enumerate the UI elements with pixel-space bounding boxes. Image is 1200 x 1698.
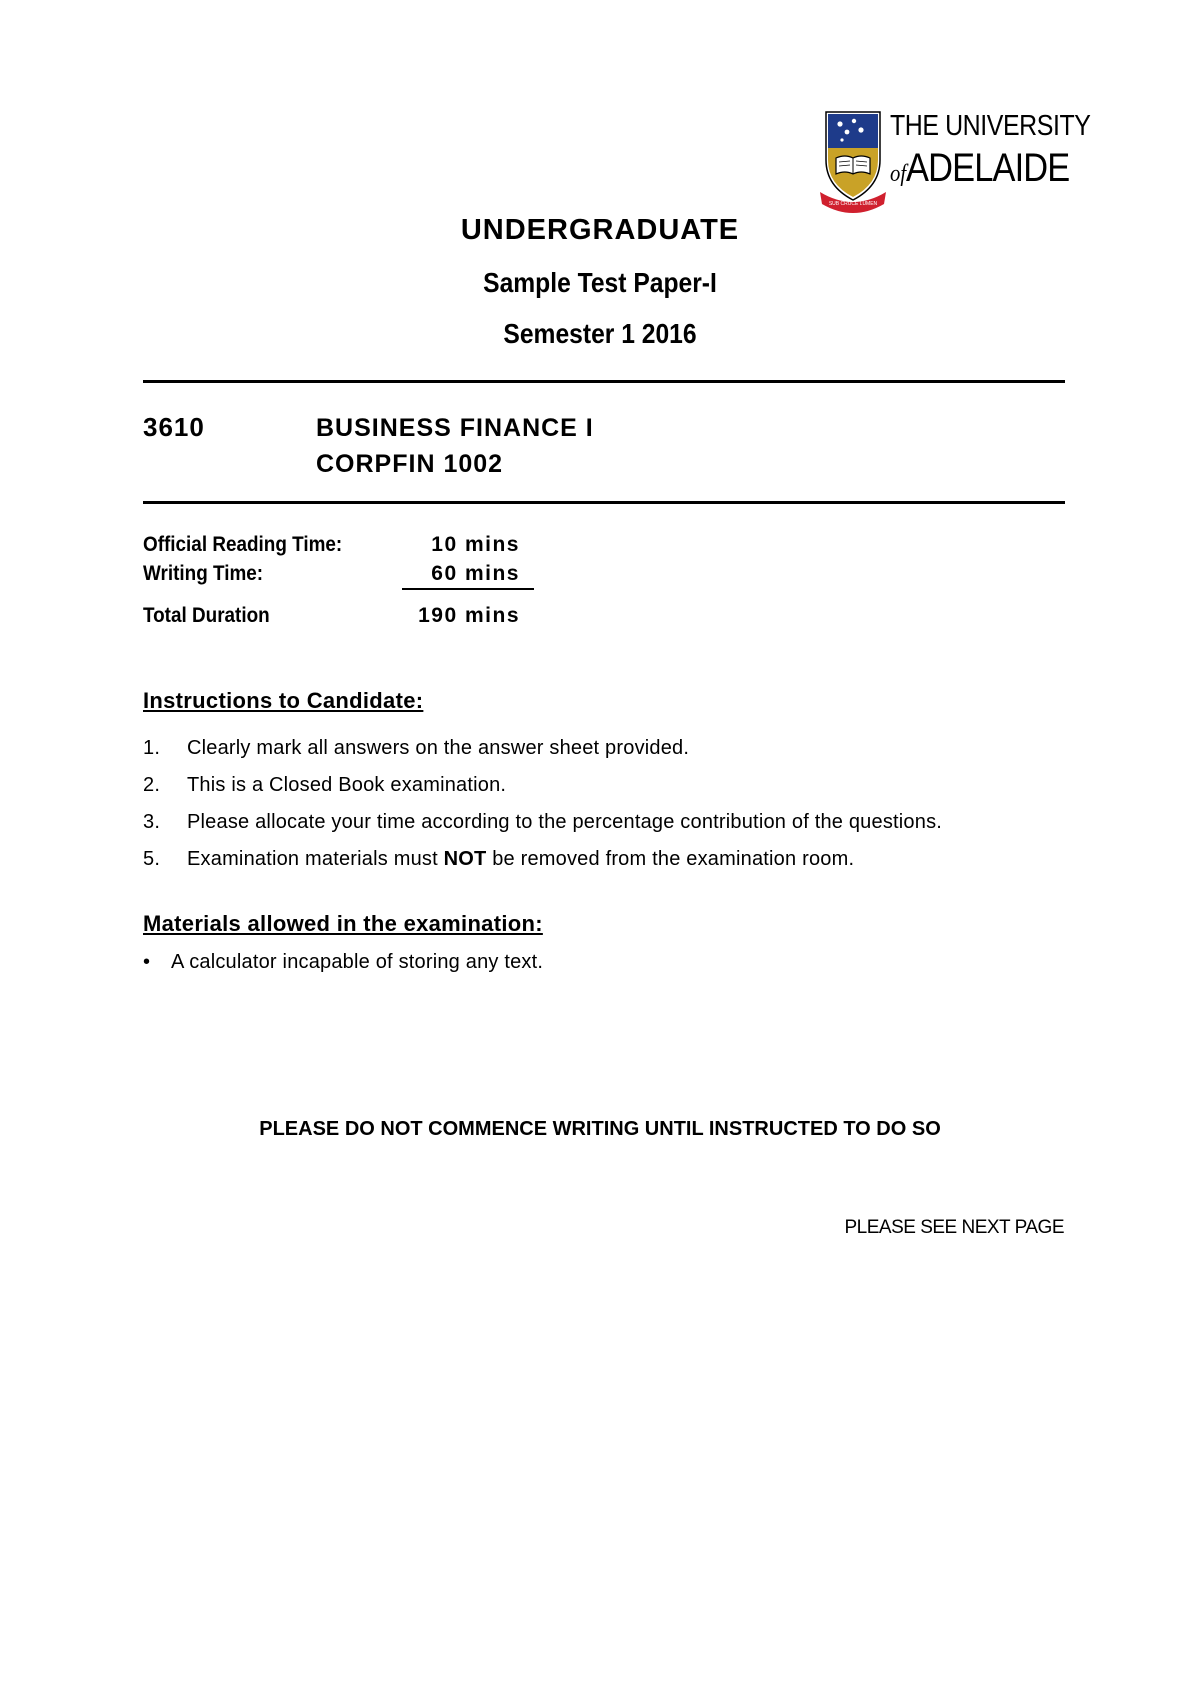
instruction-text: Please allocate your time according to the percentage contribution of the questions. xyxy=(187,811,943,833)
materials-heading: Materials allowed in the examination: xyxy=(143,911,543,936)
total-duration-value: 190 mins xyxy=(418,604,520,627)
instruction-text-after: be removed from the examination room. xyxy=(486,848,855,870)
logo-of: of xyxy=(890,161,907,187)
materials-text: A calculator incapable of storing any text. xyxy=(171,951,544,973)
commence-notice: PLEASE DO NOT COMMENCE WRITING UNTIL INSTRUCTED TO DO SO xyxy=(259,1118,941,1140)
sum-underline xyxy=(402,588,534,590)
instruction-text: This is a Closed Book examination. xyxy=(187,774,507,796)
bullet-icon: • xyxy=(143,951,151,973)
instruction-item xyxy=(143,811,942,834)
logo-line-1: THE UNIVERSITY xyxy=(890,110,1091,142)
course-code: 3610 xyxy=(143,412,205,442)
logo-wordmark xyxy=(890,110,1123,191)
course-name: BUSINESS FINANCE I xyxy=(316,414,594,442)
instruction-text-before: Examination materials must xyxy=(187,848,444,870)
instruction-item xyxy=(143,774,506,797)
level-title: UNDERGRADUATE xyxy=(460,214,740,246)
instructions-heading: Instructions to Candidate: xyxy=(143,688,424,713)
total-duration-label: Total Duration xyxy=(143,604,270,627)
instruction-item xyxy=(143,737,689,760)
university-logo xyxy=(820,108,1091,218)
instruction-number: 5. xyxy=(143,848,161,870)
instruction-number: 3. xyxy=(143,811,161,833)
instruction-text-emphasis: NOT xyxy=(443,848,487,870)
divider-top xyxy=(143,380,1065,383)
instruction-text: Clearly mark all answers on the answer sheet provided. xyxy=(187,737,690,759)
university-crest-icon xyxy=(820,108,886,216)
logo-adelaide: ADELAIDE xyxy=(906,146,1070,190)
subject-code: CORPFIN 1002 xyxy=(316,450,504,478)
paper-title: Sample Test Paper-I xyxy=(483,267,717,298)
materials-item xyxy=(143,951,543,974)
semester-title: Semester 1 2016 xyxy=(503,318,697,349)
instruction-number: 2. xyxy=(143,774,161,796)
writing-time-value: 60 mins xyxy=(431,562,520,585)
instruction-item xyxy=(143,848,854,871)
logo-line-2 xyxy=(890,146,1090,191)
writing-time-label: Writing Time: xyxy=(143,562,264,585)
reading-time-value: 10 mins xyxy=(431,533,520,556)
svg-text:SUB CRUCE LUMEN: SUB CRUCE LUMEN xyxy=(828,201,878,207)
reading-time-label: Official Reading Time: xyxy=(143,533,343,556)
next-page-notice: PLEASE SEE NEXT PAGE xyxy=(844,1217,1064,1238)
instruction-number: 1. xyxy=(143,737,161,759)
divider-bottom xyxy=(143,501,1065,504)
